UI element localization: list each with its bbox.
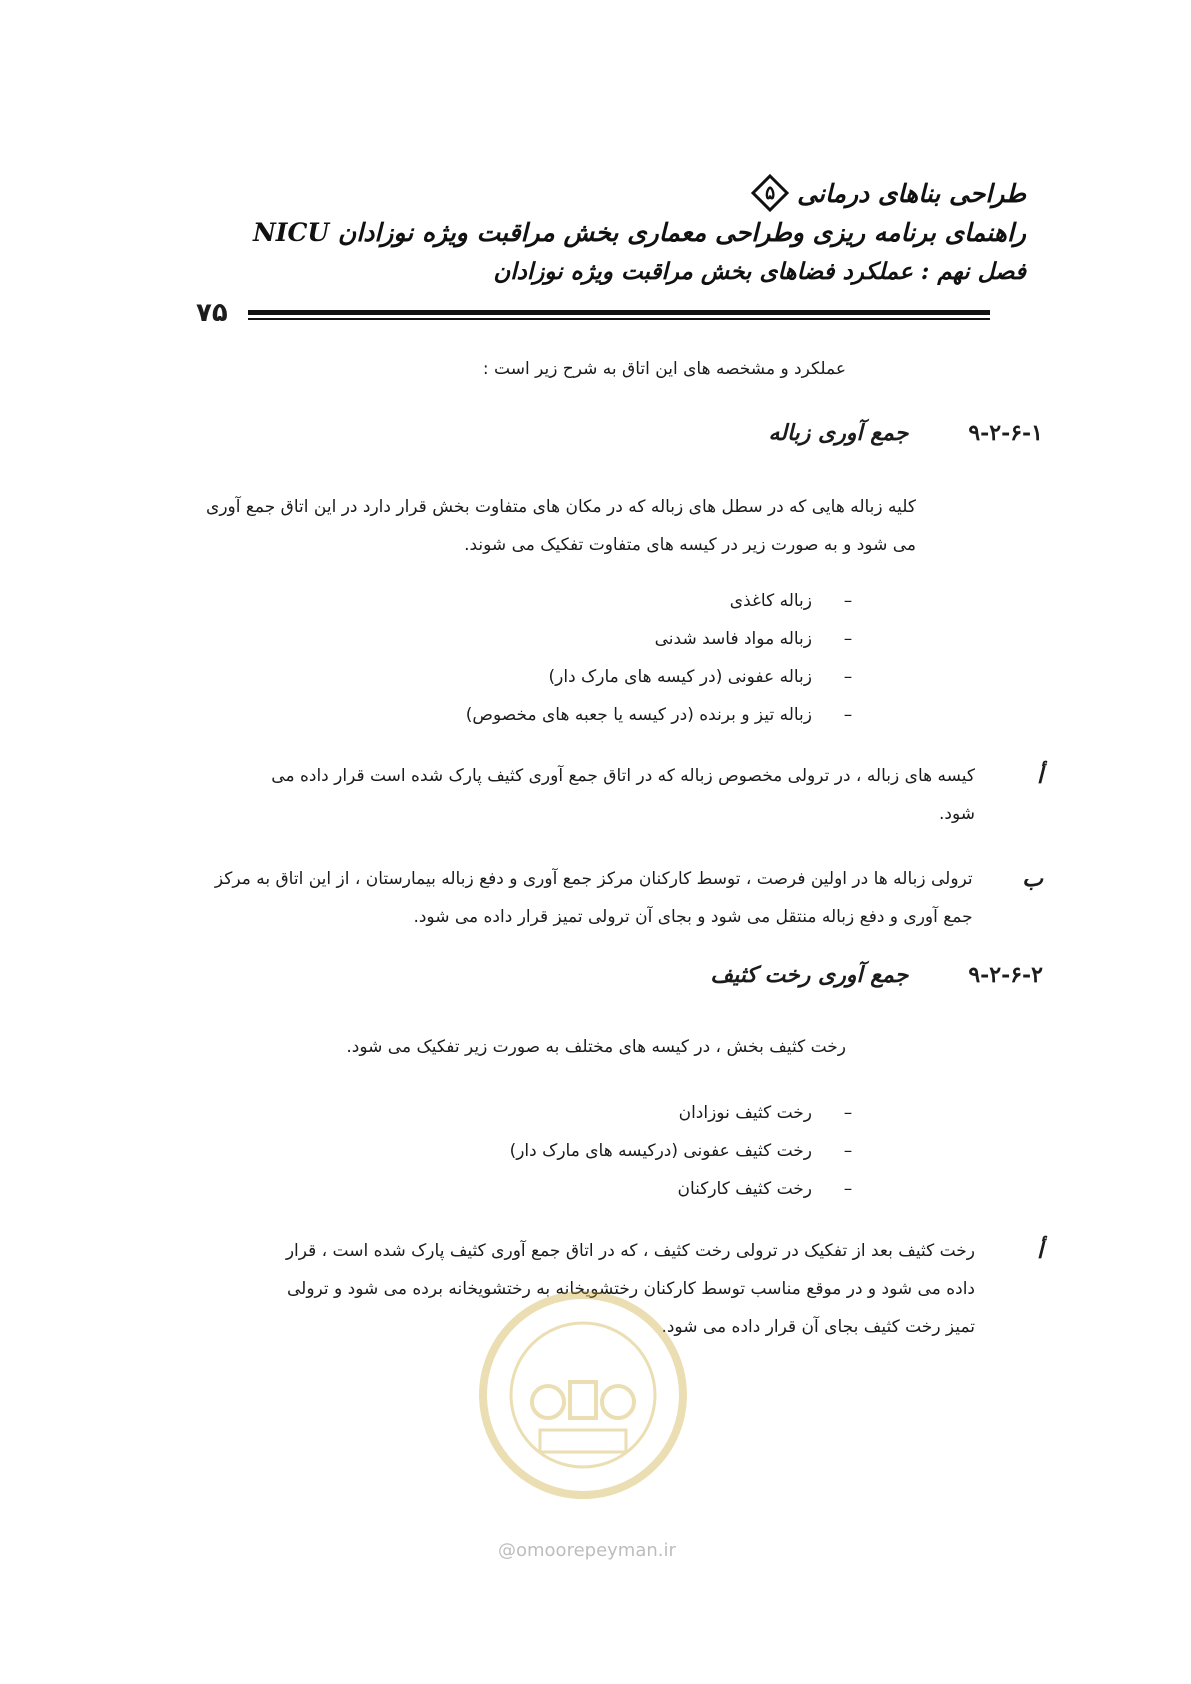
section-number-1: ۹-۲-۶-۱ [968, 420, 1043, 446]
note-mark: أ [1036, 763, 1043, 789]
list-item: – رخت کثیف نوزادان [678, 1103, 853, 1123]
note-mark: أ [1036, 1238, 1043, 1264]
list-item: – زباله مواد فاسد شدنی [654, 629, 853, 649]
section-heading-2 [710, 962, 1043, 988]
waste-type-list [356, 582, 856, 734]
note-item [207, 757, 1043, 833]
note-item [207, 860, 1043, 936]
watermark-text: @omoorepeyman.ir [498, 1540, 676, 1561]
section-title-2: جمع آوری رخت کثیف [710, 962, 909, 988]
section-number-2: ۹-۲-۶-۲ [968, 962, 1043, 988]
note-mark: ب [1022, 866, 1043, 892]
section-heading-1 [768, 420, 1043, 446]
note-text: ترولی زباله ها در اولین فرصت ، توسط کارکنان مرکز جمع آوری و دفع زباله بیمارستان ، از این اتاق به مرکز جمع آوری و دفع زباله منتقل می شود و بجای آن ترولی تمیز قرار داده می شود. [214, 869, 973, 927]
laundry-type-list [356, 1094, 856, 1208]
section-body-1: کلیه زباله هایی که در سطل های زباله که در مکان های متفاوت بخش قرار دارد در این اتاق جمع آوری می شود و به صورت زیر در کیسه های متفاوت تفکیک می شوند. [206, 497, 916, 555]
section-title-1: جمع آوری زباله [768, 420, 909, 446]
list-item: – رخت کثیف عفونی (درکیسه های مارک دار) [509, 1141, 853, 1161]
header-rule-thin [248, 318, 990, 320]
section-body-2: رخت کثیف بخش ، در کیسه های مختلف به صورت زیر تفکیک می شود. [346, 1037, 846, 1057]
note-text: رخت کثیف بعد از تفکیک در ترولی رخت کثیف ، که در اتاق جمع آوری کثیف پارک شده است ، قرار داده می شود و در موقع مناسب توسط کارکنان رختشویخانه به رختشویخانه برده می شود و ترولی تمیز رخت کثیف بجای آن قرار داده می شود. [285, 1241, 975, 1337]
note-text: کیسه های زباله ، در ترولی مخصوص زباله که در اتاق جمع آوری کثیف پارک شده است قرار داده می شود. [271, 766, 975, 824]
header-rule-thick [248, 310, 990, 315]
list-item: – زباله عفونی (در کیسه های مارک دار) [548, 667, 853, 687]
watermark-seal-icon [478, 1290, 688, 1500]
list-item: – زباله تیز و برنده (در کیسه یا جعبه های مخصوص) [465, 705, 853, 725]
chapter-title: فصل نهم : عملکرد فضاهای بخش مراقبت ویژه نوزادان [493, 258, 1026, 285]
list-item: – زباله کاغذی [729, 591, 853, 611]
list-item: – رخت کثیف کارکنان [677, 1179, 853, 1199]
book-title-text: طراحی بناهای درمانی [797, 178, 1026, 208]
book-title [751, 174, 1026, 212]
guide-title: راهنمای برنامه ریزی وطراحی معماری بخش مراقبت ویژه نوزادان NICU [252, 218, 1026, 247]
volume-badge [751, 174, 789, 212]
page-number: ۷۵ [196, 298, 228, 328]
intro-text: عملکرد و مشخصه های این اتاق به شرح زیر است : [482, 359, 846, 379]
volume-number: ۵ [765, 182, 776, 204]
